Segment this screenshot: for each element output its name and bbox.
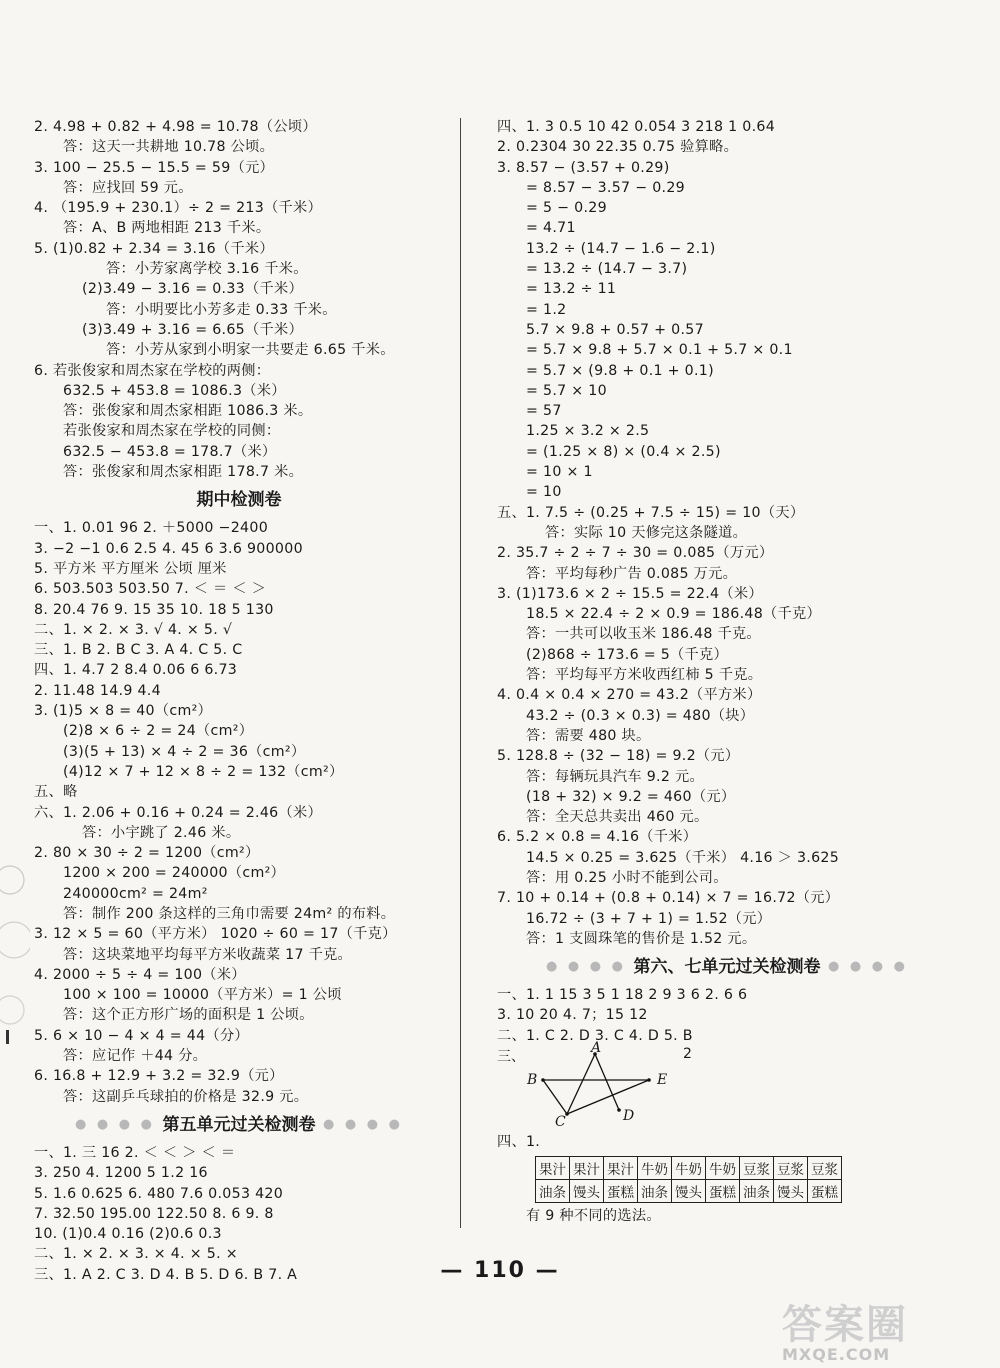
answer-line: 一、1. 0.01 96 2. ＋5000 −2400 xyxy=(34,520,269,537)
answer-line: 答：全天总共卖出 460 元。 xyxy=(526,809,709,826)
answer-line: (2)3.49 − 3.16 = 0.33（千米） xyxy=(82,281,303,298)
answer-line: 5.7 × 9.8 + 0.57 + 0.57 xyxy=(526,321,704,338)
point-E xyxy=(647,1078,651,1082)
answer-line: 答：张俊家和周杰家相距 178.7 米。 xyxy=(63,464,304,481)
answer-line: = 4.71 xyxy=(526,220,576,237)
answer-line: 3. −2 −1 0.6 2.5 4. 45 6 3.6 900000 xyxy=(34,540,303,557)
answer-line: 5. 6 × 10 − 4 × 4 = 44（分） xyxy=(34,1027,249,1044)
answer-line: 答：应记作 ＋44 分。 xyxy=(63,1048,208,1065)
answer-line: = 57 xyxy=(526,403,562,420)
answer-line: 2. 80 × 30 ÷ 2 = 1200（cm²） xyxy=(34,845,260,862)
answer-line: 二、1. × 2. × 3. × 4. × 5. × xyxy=(34,1246,238,1263)
point-label-A: A xyxy=(591,1040,602,1057)
answer-line: 632.5 − 453.8 = 178.7（米） xyxy=(63,443,277,460)
table-cell: 豆浆 xyxy=(774,1157,808,1180)
table-cell: 果汁 xyxy=(604,1157,638,1180)
table-cell: 牛奶 xyxy=(638,1157,672,1180)
answer-line: 10. (1)0.4 0.16 (2)0.6 0.3 xyxy=(34,1226,222,1243)
answer-line: 一、1. 三 16 2. ＜ ＜ ＞ ＜ ＝ xyxy=(34,1144,236,1161)
cartoon-decoration xyxy=(0,850,30,1050)
answer-line: 6. 5.2 × 0.8 = 4.16（千米） xyxy=(497,829,698,846)
table-cell: 果汁 xyxy=(536,1157,570,1180)
column-divider xyxy=(460,118,461,1228)
table-cell: 馒头 xyxy=(672,1180,706,1203)
answer-line: = (1.25 × 8) × (0.4 × 2.5) xyxy=(526,443,721,460)
answer-line: 答：1 支圆珠笔的售价是 1.52 元。 xyxy=(526,930,757,947)
segment-BC xyxy=(543,1080,567,1114)
answer-line: 四、1. xyxy=(497,1134,541,1151)
answer-line: 43.2 ÷ (0.3 × 0.3) = 480（块） xyxy=(526,707,755,724)
answer-line: 二、1. × 2. × 3. √ 4. × 5. √ xyxy=(34,621,233,638)
answer-line: 7. 10 + 0.14 + (0.8 + 0.14) × 7 = 16.72（元） xyxy=(497,890,840,907)
answer-line: = 8.57 − 3.57 − 0.29 xyxy=(526,179,685,196)
answer-line: 二、1. C 2. D 3. C 4. D 5. B xyxy=(497,1027,693,1044)
answer-line: 答：实际 10 天修完这条隧道。 xyxy=(545,524,748,541)
watermark xyxy=(782,1302,982,1364)
answer-line: 6. 16.8 + 12.9 + 3.2 = 32.9（元） xyxy=(34,1068,284,1085)
heading-dots-decoration: ● ● ● ● xyxy=(75,1116,163,1132)
answer-line: 答：这副乒乓球拍的价格是 32.9 元。 xyxy=(63,1088,309,1105)
answer-line: 2. 11.48 14.9 4.4 xyxy=(34,682,161,699)
table-cell: 蛋糕 xyxy=(604,1180,638,1203)
answer-line: 3. 10 20 4. 7；15 12 xyxy=(497,1007,648,1024)
question-label: 三、 xyxy=(497,1049,525,1066)
heading-dots-decoration: ● ● ● ● xyxy=(546,959,634,975)
point-B xyxy=(541,1078,545,1082)
section-heading-text: 期中检测卷 xyxy=(196,490,282,511)
answer-line: 3. (1)173.6 × 2 ÷ 15.5 = 22.4（米） xyxy=(497,585,763,602)
answer-line: 答：一共可以收玉米 186.48 千克。 xyxy=(526,626,761,643)
answer-line: 3. 100 − 25.5 − 15.5 = 59（元） xyxy=(34,159,275,176)
table-cell: 果汁 xyxy=(570,1157,604,1180)
answer-line: 4. 2000 ÷ 5 ÷ 4 = 100（米） xyxy=(34,966,246,983)
answer-line: 16.72 ÷ (3 + 7 + 1) = 1.52（元） xyxy=(526,910,772,927)
answer-line: 240000cm² = 24m² xyxy=(63,885,208,902)
answer-line: 答：用 0.25 小时不能到公司。 xyxy=(526,869,728,886)
answer-line: 答：平均每秒广告 0.085 万元。 xyxy=(526,565,738,582)
answer-line: 四、1. 4.7 2 8.4 0.06 6 6.73 xyxy=(34,662,238,679)
point-label-E: E xyxy=(657,1072,668,1089)
answer-line: 答：这个正方形广场的面积是 1 公顷。 xyxy=(63,1007,314,1024)
answer-line: 答：这块菜地平均每平方米收蔬菜 17 千克。 xyxy=(63,946,353,963)
answer-line: 答：小芳家离学校 3.16 千米。 xyxy=(106,261,308,278)
table-cell: 蛋糕 xyxy=(808,1180,842,1203)
answer-line: = 5.7 × (9.8 + 0.1 + 0.1) xyxy=(526,362,714,379)
point-D xyxy=(617,1108,621,1112)
answer-line: 1200 × 200 = 240000（cm²） xyxy=(63,865,286,882)
answer-line: 5. (1)0.82 + 2.34 = 3.16（千米） xyxy=(34,240,274,257)
answer-line: = 5.7 × 10 xyxy=(526,382,607,399)
table-cell: 蛋糕 xyxy=(706,1180,740,1203)
section-heading xyxy=(34,1107,444,1143)
answer-line: (3)3.49 + 3.16 = 6.65（千米） xyxy=(82,321,303,338)
answer-line: 4. （195.9 + 230.1）÷ 2 = 213（千米） xyxy=(34,200,323,217)
answer-line: 8. 20.4 76 9. 15 35 10. 18 5 130 xyxy=(34,601,274,618)
point-label-C: C xyxy=(555,1114,566,1131)
section-heading-text: 第五单元过关检测卷 xyxy=(162,1114,316,1135)
table-cell: 馒头 xyxy=(774,1180,808,1203)
answer-line: 答：小芳从家到小明家一共要走 6.65 千米。 xyxy=(106,342,395,359)
table-cell: 豆浆 xyxy=(808,1157,842,1180)
answer-line: (18 + 32) × 9.2 = 460（元） xyxy=(526,788,736,805)
answer-line: = 13.2 ÷ (14.7 − 3.7) xyxy=(526,261,688,278)
answer-line: = 1.2 xyxy=(526,301,567,318)
answer-line: = 13.2 ÷ 11 xyxy=(526,281,617,298)
answer-line: 答：这天一共耕地 10.78 公顷。 xyxy=(63,139,275,156)
section-heading xyxy=(497,949,957,985)
point-label-D: D xyxy=(623,1108,635,1125)
answer-line: 1.25 × 3.2 × 2.5 xyxy=(526,423,650,440)
answer-line: 3. (1)5 × 8 = 40（cm²） xyxy=(34,703,213,720)
answer-line: 2. 0.2304 30 22.35 0.75 验算略。 xyxy=(497,139,739,156)
answer-line: 5. 平方米 平方厘米 公顷 厘米 xyxy=(34,560,227,577)
answer-line: 答：张俊家和周杰家相距 1086.3 米。 xyxy=(63,403,313,420)
page-number: — 110 — xyxy=(440,1258,560,1283)
table-row xyxy=(536,1180,842,1203)
answer-line: 3. 8.57 − (3.57 + 0.29) xyxy=(497,159,670,176)
answer-line: 答：平均每平方米收西红柿 5 千克。 xyxy=(526,667,763,684)
answer-line: = 5 − 0.29 xyxy=(526,200,607,217)
table-row xyxy=(536,1157,842,1180)
answer-line: = 10 × 1 xyxy=(526,464,593,481)
answer-line: 632.5 + 453.8 = 1086.3（米） xyxy=(63,382,286,399)
heading-dots-decoration: ● ● ● ● xyxy=(315,1116,403,1132)
table-cell: 油条 xyxy=(740,1180,774,1203)
answer-line: 六、1. 2.06 + 0.16 + 0.24 = 2.46（米） xyxy=(34,804,322,821)
answer-line: 14.5 × 0.25 = 3.625（千米） 4.16 ＞ 3.625 xyxy=(526,849,840,866)
answer-line: (3)(5 + 13) × 4 ÷ 2 = 36（cm²） xyxy=(63,743,306,760)
section-heading-text: 第六、七单元过关检测卷 xyxy=(633,957,821,978)
answer-line: 答：小明要比小芳多走 0.33 千米。 xyxy=(106,301,337,318)
answer-line: 13.2 ÷ (14.7 − 1.6 − 2.1) xyxy=(526,240,716,257)
answer-line: 答：应找回 59 元。 xyxy=(63,179,193,196)
answer-line: 3. 12 × 5 = 60（平方米） 1020 ÷ 60 = 17（千克） xyxy=(34,926,397,943)
answer-line: 100 × 100 = 10000（平方米）= 1 公顷 xyxy=(63,987,342,1004)
answer-line: 有 9 种不同的选法。 xyxy=(526,1208,661,1225)
answer-line: 答：A、B 两地相距 213 千米。 xyxy=(63,220,271,237)
table-cell: 牛奶 xyxy=(706,1157,740,1180)
answer-line: 5. 1.6 0.625 6. 480 7.6 0.053 420 xyxy=(34,1185,284,1202)
answer-line: 6. 503.503 503.50 7. ＜ ＝ ＜ ＞ xyxy=(34,581,267,598)
answer-line: 答：制作 200 条这样的三角巾需要 24m² 的布料。 xyxy=(63,905,396,922)
table-cell: 牛奶 xyxy=(672,1157,706,1180)
answer-column-left xyxy=(34,117,444,1285)
answer-line: 一、1. 1 15 3 5 1 18 2 9 3 6 2. 6 6 xyxy=(497,987,748,1004)
answer-line: (2)868 ÷ 173.6 = 5（千克） xyxy=(526,646,728,663)
answer-line: 四、1. 3 0.5 10 42 0.054 3 218 1 0.64 xyxy=(497,119,776,135)
answer-line: 三、1. A 2. C 3. D 4. B 5. D 6. B 7. A xyxy=(34,1266,298,1283)
answer-column-right xyxy=(497,117,957,1227)
table-cell: 油条 xyxy=(536,1180,570,1203)
answer-line: (2)8 × 6 ÷ 2 = 24（cm²） xyxy=(63,723,254,740)
section-heading xyxy=(34,482,444,518)
answer-line: 答：小宇跳了 2.46 米。 xyxy=(82,824,241,841)
answer-line: 答：需要 480 块。 xyxy=(526,727,651,744)
answer-line: 五、1. 7.5 ÷ (0.25 + 7.5 ÷ 15) = 10（天） xyxy=(497,504,805,521)
answer-line: = 5.7 × 9.8 + 5.7 × 0.1 + 5.7 × 0.1 xyxy=(526,342,793,359)
answer-line: 3. 250 4. 1200 5 1.2 16 xyxy=(34,1165,208,1182)
table-cell: 馒头 xyxy=(570,1180,604,1203)
point-label-B: B xyxy=(527,1072,538,1089)
answer-line: 6. 若张俊家和周杰家在学校的两侧： xyxy=(34,362,271,379)
answer-line: 三、1. B 2. B C 3. A 4. C 5. C xyxy=(34,642,243,659)
answer-line: 2. 35.7 ÷ 2 ÷ 7 ÷ 30 = 0.085（万元） xyxy=(497,545,774,562)
heading-dots-decoration: ● ● ● ● xyxy=(820,959,908,975)
table-cell: 豆浆 xyxy=(740,1157,774,1180)
watermark-logo: 答案圈 xyxy=(782,1302,908,1348)
answer-line: 5. 128.8 ÷ (32 − 18) = 9.2（元） xyxy=(497,748,740,765)
answer-line: = 10 xyxy=(526,484,562,501)
answer-line: 4. 0.4 × 0.4 × 270 = 43.2（平方米） xyxy=(497,687,762,704)
answer-line: (4)12 × 7 + 12 × 8 ÷ 2 = 132（cm²） xyxy=(63,763,344,780)
geometry-diagram xyxy=(497,1040,957,1132)
table-cell: 油条 xyxy=(638,1180,672,1203)
answer-line: 答：每辆玩具汽车 9.2 元。 xyxy=(526,768,704,785)
triangle-figure xyxy=(497,1046,697,1132)
combination-table xyxy=(535,1156,842,1203)
diagram-answer: 2 xyxy=(683,1046,692,1063)
watermark-url: MXQE.COM xyxy=(782,1345,891,1364)
answer-line: 18.5 × 22.4 ÷ 2 × 0.9 = 186.48（千克） xyxy=(526,606,821,623)
answer-line: 五、略 xyxy=(34,784,78,801)
segment-AC xyxy=(567,1054,595,1114)
answer-line: 若张俊家和周杰家在学校的同侧： xyxy=(63,423,281,440)
answer-line: 7. 32.50 195.00 122.50 8. 6 9. 8 xyxy=(34,1205,274,1222)
answer-line: 2. 4.98 + 0.82 + 4.98 = 10.78（公顷） xyxy=(34,119,317,135)
